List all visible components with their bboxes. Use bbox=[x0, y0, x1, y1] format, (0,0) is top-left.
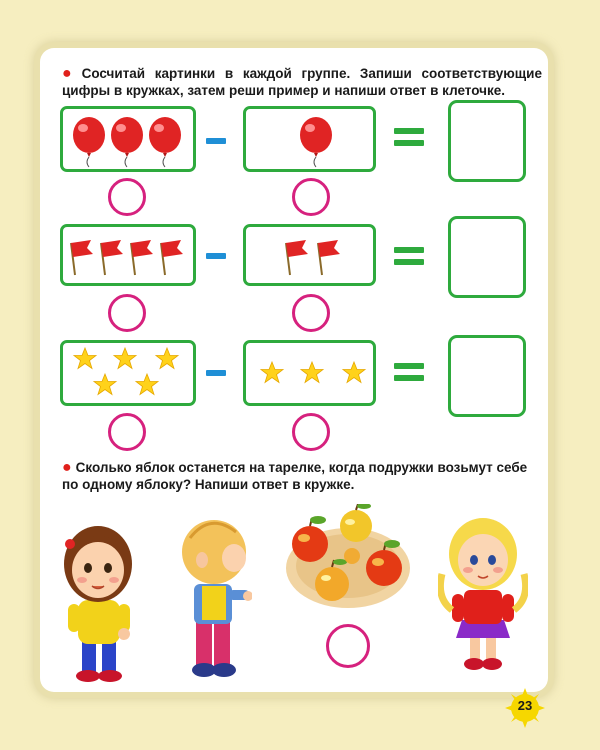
page-number-badge bbox=[505, 688, 545, 728]
balloon-icon bbox=[300, 117, 332, 167]
girl-brown-hair-illustration bbox=[58, 508, 140, 684]
minus-sign bbox=[206, 370, 226, 376]
count-circle-1-left[interactable] bbox=[108, 178, 146, 216]
page-number: 23 bbox=[517, 698, 533, 713]
apple-icon bbox=[344, 548, 360, 564]
task1-instruction bbox=[62, 65, 542, 99]
count-circle-3-right[interactable] bbox=[292, 413, 330, 451]
group-box-stars-right bbox=[243, 340, 376, 406]
flag-icon bbox=[101, 240, 123, 275]
star-icon bbox=[114, 348, 136, 369]
equals-sign bbox=[394, 363, 424, 381]
star-icon bbox=[301, 362, 323, 383]
task1-text: Сосчитай картинки в каждой группе. Запиши соответствующие цифры в кружках, затем реши пример и напиши ответ в клеточке. bbox=[62, 66, 542, 98]
group-box-flags-right bbox=[243, 224, 376, 286]
group-box-balloons-right bbox=[243, 106, 376, 172]
star-icon bbox=[343, 362, 365, 383]
star-group-left bbox=[63, 343, 193, 403]
balloon-icon bbox=[111, 117, 143, 167]
star-icon bbox=[261, 362, 283, 383]
bullet-icon: ● bbox=[62, 459, 72, 476]
balloon-group-left bbox=[63, 109, 193, 169]
count-circle-2-right[interactable] bbox=[292, 294, 330, 332]
answer-square-3[interactable] bbox=[448, 335, 526, 417]
flag-icon bbox=[71, 240, 93, 275]
boy-illustration bbox=[172, 514, 252, 682]
count-circle-3-left[interactable] bbox=[108, 413, 146, 451]
task2-instruction bbox=[62, 459, 542, 493]
apple-icon bbox=[292, 516, 328, 562]
balloon-icon bbox=[73, 117, 105, 167]
minus-sign bbox=[206, 138, 226, 144]
answer-square-2[interactable] bbox=[448, 216, 526, 298]
flag-group-right bbox=[246, 227, 373, 283]
star-icon bbox=[94, 374, 116, 395]
flag-group-left bbox=[63, 227, 193, 283]
group-box-stars-left bbox=[60, 340, 196, 406]
task2-text: Сколько яблок останется на тарелке, когда подружки возьмут себе по одному яблоку? Напиши ответ в кружке. bbox=[62, 460, 528, 492]
answer-square-1[interactable] bbox=[448, 100, 526, 182]
flag-icon bbox=[131, 240, 153, 275]
equals-sign bbox=[394, 128, 424, 146]
group-box-balloons-left bbox=[60, 106, 196, 172]
girl-blonde-illustration bbox=[438, 514, 528, 674]
bullet-icon: ● bbox=[62, 65, 78, 82]
flag-icon bbox=[161, 240, 183, 275]
star-icon bbox=[156, 348, 178, 369]
count-circle-2-left[interactable] bbox=[108, 294, 146, 332]
minus-sign bbox=[206, 253, 226, 259]
group-box-flags-left bbox=[60, 224, 196, 286]
star-icon bbox=[136, 374, 158, 395]
flag-icon bbox=[286, 240, 308, 275]
apple-icon bbox=[340, 504, 372, 542]
balloon-icon bbox=[149, 117, 181, 167]
star-group-right bbox=[246, 343, 373, 403]
star-icon bbox=[74, 348, 96, 369]
answer-circle-apples[interactable] bbox=[326, 624, 370, 668]
plate-with-apples-illustration bbox=[282, 504, 414, 612]
flag-icon bbox=[318, 240, 340, 275]
count-circle-1-right[interactable] bbox=[292, 178, 330, 216]
equals-sign bbox=[394, 247, 424, 265]
balloon-group-right bbox=[246, 109, 373, 169]
